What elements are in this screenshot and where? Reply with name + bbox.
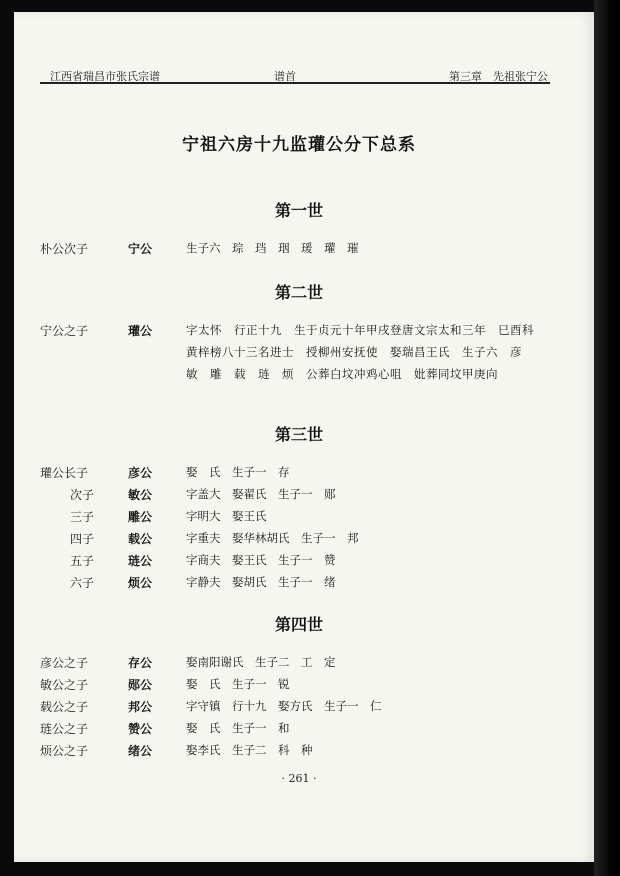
entry-relation: 朴公次子 <box>40 242 89 256</box>
header-center: 谱首 <box>274 70 296 83</box>
entry-relation: 四子 <box>70 532 95 546</box>
lineage-entry <box>14 530 594 550</box>
entry-name: 载公 <box>128 532 153 546</box>
entry-name: 赞公 <box>128 722 153 736</box>
entry-name: 彦公 <box>128 466 153 480</box>
entry-relation: 六子 <box>70 576 95 590</box>
entry-name: 绪公 <box>128 744 153 758</box>
entry-name: 琏公 <box>128 554 153 568</box>
page-title: 宁祖六房十九监瓘公分下总系 <box>182 135 416 155</box>
document-page <box>14 12 594 862</box>
entry-description: 字静夫 娶胡氏 生子一 绪 <box>186 575 336 589</box>
entry-relation: 敏公之子 <box>40 678 89 692</box>
entry-description: 字商夫 娶王氏 生子一 赞 <box>186 553 336 567</box>
entry-description: 娶 氏 生子一 锐 <box>186 677 290 691</box>
running-header <box>40 64 550 84</box>
lineage-entry <box>14 240 594 260</box>
entry-name: 郧公 <box>128 678 153 692</box>
lineage-entry <box>14 464 594 484</box>
entry-name: 邦公 <box>128 700 153 714</box>
entry-name: 烦公 <box>128 576 153 590</box>
generation-title: 第四世 <box>274 615 323 634</box>
entry-relation: 三子 <box>70 510 95 524</box>
lineage-entry <box>14 676 594 696</box>
header-left: 江西省瑞昌市张氏宗谱 <box>50 70 160 83</box>
generation-title: 第二世 <box>274 283 323 302</box>
entry-description: 字明大 娶王氏 <box>186 509 267 523</box>
lineage-entry <box>14 508 594 528</box>
entry-relation: 五子 <box>70 554 95 568</box>
entry-relation: 烦公之子 <box>40 744 89 758</box>
entry-name: 敏公 <box>128 488 153 502</box>
book-spine-shadow <box>594 0 620 876</box>
entry-relation: 瓘公长子 <box>40 466 89 480</box>
entry-name: 雕公 <box>128 510 153 524</box>
entry-relation: 宁公之子 <box>40 324 89 338</box>
generation-title: 第一世 <box>274 201 323 220</box>
entry-description: 字盖大 娶翟氏 生子一 郧 <box>186 487 336 501</box>
entry-description: 字守镇 行十九 娶方氏 生子一 仁 <box>186 699 382 713</box>
entry-relation: 次子 <box>70 488 95 502</box>
entry-description: 字太怀 行正十九 生于贞元十年甲戌登唐文宗太和三年 巳酉科 黄梓榜八十三名进士 授柳州安抚使 娶瑞昌王氏 生子六 彦 敏 雕 载 琏 烦 公葬白坟冲鸡心咀 妣葬同坟甲庚向 <box>186 323 546 381</box>
entry-description: 娶李氏 生子二 科 种 <box>186 743 313 757</box>
entry-name: 存公 <box>128 656 153 670</box>
generation-title: 第三世 <box>274 425 323 444</box>
lineage-entry <box>14 486 594 506</box>
entry-description: 娶 氏 生子一 和 <box>186 721 290 735</box>
header-right: 第三章 先祖张宁公 <box>449 70 548 83</box>
lineage-entry <box>14 322 594 402</box>
entry-description: 字重夫 娶华林胡氏 生子一 邦 <box>186 531 359 545</box>
entry-name: 宁公 <box>128 242 153 256</box>
lineage-entry <box>14 574 594 594</box>
lineage-entry <box>14 552 594 572</box>
entry-description: 生子六 琮 珰 珚 瑗 瓘 璀 <box>186 241 359 255</box>
entry-description: 娶 氏 生子一 存 <box>186 465 290 479</box>
lineage-entry <box>14 720 594 740</box>
entry-description: 娶南阳谢氏 生子二 工 定 <box>186 655 336 669</box>
entry-relation: 琏公之子 <box>40 722 89 736</box>
entry-name: 瓘公 <box>128 324 153 338</box>
lineage-entry <box>14 698 594 718</box>
entry-relation: 彦公之子 <box>40 656 89 670</box>
page-number: · 261 · <box>281 772 317 785</box>
lineage-entry <box>14 654 594 674</box>
lineage-entry <box>14 742 594 762</box>
entry-relation: 载公之子 <box>40 700 89 714</box>
